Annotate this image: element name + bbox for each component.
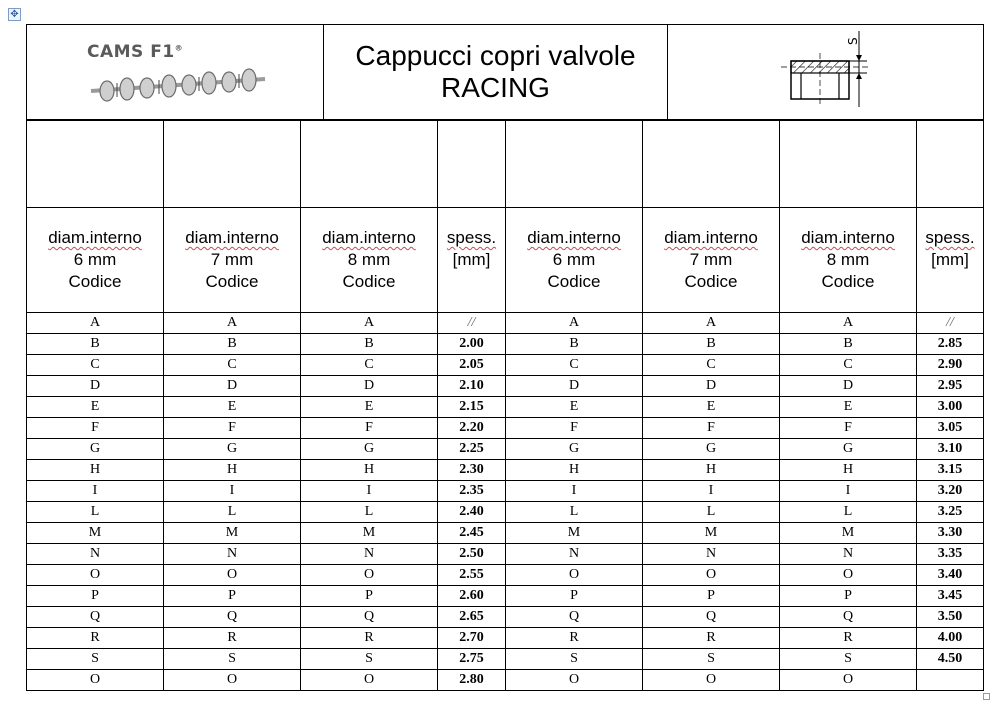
thickness-cell: 2.40 bbox=[438, 502, 506, 523]
code-cell: A bbox=[164, 313, 301, 334]
column-header-line bbox=[917, 271, 983, 293]
table-row bbox=[27, 523, 984, 544]
code-cell: L bbox=[164, 502, 301, 523]
code-cell: N bbox=[643, 544, 780, 565]
code-cell: R bbox=[164, 628, 301, 649]
code-cell: R bbox=[506, 628, 643, 649]
table-row bbox=[27, 670, 984, 691]
column-header bbox=[27, 208, 164, 313]
table-row bbox=[27, 439, 984, 460]
code-cell: F bbox=[164, 418, 301, 439]
thickness-cell: 3.50 bbox=[917, 607, 984, 628]
column-header bbox=[643, 208, 780, 313]
table-row bbox=[27, 649, 984, 670]
code-cell: L bbox=[643, 502, 780, 523]
code-cell: D bbox=[506, 376, 643, 397]
thickness-cell: 3.00 bbox=[917, 397, 984, 418]
code-cell: S bbox=[506, 649, 643, 670]
code-cell: B bbox=[164, 334, 301, 355]
table-row bbox=[27, 334, 984, 355]
code-cell: Q bbox=[164, 607, 301, 628]
column-header-line: diam.interno bbox=[322, 228, 416, 247]
code-cell: L bbox=[301, 502, 438, 523]
column-header-line: diam.interno bbox=[527, 228, 621, 247]
code-cell: E bbox=[164, 397, 301, 418]
thickness-cell: 2.20 bbox=[438, 418, 506, 439]
thickness-cell bbox=[917, 670, 984, 691]
code-cell: B bbox=[780, 334, 917, 355]
column-header-line: diam.interno bbox=[664, 228, 758, 247]
thickness-cell: 2.70 bbox=[438, 628, 506, 649]
code-cell: Q bbox=[27, 607, 164, 628]
thickness-cell: 3.40 bbox=[917, 565, 984, 586]
code-cell: M bbox=[506, 523, 643, 544]
thickness-cell: 2.35 bbox=[438, 481, 506, 502]
code-cell: N bbox=[780, 544, 917, 565]
code-cell: L bbox=[780, 502, 917, 523]
table-row bbox=[27, 607, 984, 628]
thickness-cell: 2.25 bbox=[438, 439, 506, 460]
table-row bbox=[27, 565, 984, 586]
code-cell: E bbox=[301, 397, 438, 418]
table-row bbox=[27, 313, 984, 334]
column-header-line: Codice bbox=[821, 272, 875, 291]
code-cell: C bbox=[164, 355, 301, 376]
code-cell: P bbox=[301, 586, 438, 607]
code-cell: S bbox=[164, 649, 301, 670]
code-cell: A bbox=[780, 313, 917, 334]
code-cell: R bbox=[780, 628, 917, 649]
code-cell: B bbox=[506, 334, 643, 355]
column-header-line: 7 mm bbox=[210, 250, 254, 269]
thickness-cell: 2.55 bbox=[438, 565, 506, 586]
code-cell: S bbox=[780, 649, 917, 670]
code-cell: N bbox=[27, 544, 164, 565]
code-cell: G bbox=[164, 439, 301, 460]
code-cell: S bbox=[643, 649, 780, 670]
code-cell: M bbox=[27, 523, 164, 544]
code-cell: D bbox=[27, 376, 164, 397]
code-cell: R bbox=[643, 628, 780, 649]
code-cell: G bbox=[506, 439, 643, 460]
column-header-line: 8 mm bbox=[347, 250, 391, 269]
code-cell: H bbox=[643, 460, 780, 481]
code-cell: Q bbox=[780, 607, 917, 628]
code-cell: H bbox=[301, 460, 438, 481]
code-cell: P bbox=[27, 586, 164, 607]
code-cell: D bbox=[164, 376, 301, 397]
column-header-row bbox=[27, 208, 984, 313]
column-header-line: Codice bbox=[68, 272, 122, 291]
code-cell: C bbox=[506, 355, 643, 376]
code-cell: O bbox=[27, 565, 164, 586]
code-cell: N bbox=[506, 544, 643, 565]
column-header-line: 8 mm bbox=[826, 250, 870, 269]
title-cell bbox=[324, 25, 668, 120]
code-cell: E bbox=[506, 397, 643, 418]
code-cell: P bbox=[506, 586, 643, 607]
thickness-cell: 2.80 bbox=[438, 670, 506, 691]
table-row bbox=[27, 397, 984, 418]
code-cell: F bbox=[643, 418, 780, 439]
blank-cell bbox=[917, 121, 984, 208]
thickness-cell: 2.10 bbox=[438, 376, 506, 397]
code-cell: G bbox=[301, 439, 438, 460]
code-cell: R bbox=[301, 628, 438, 649]
table-row bbox=[27, 460, 984, 481]
blank-cell bbox=[164, 121, 301, 208]
column-header bbox=[301, 208, 438, 313]
code-cell: O bbox=[301, 670, 438, 691]
thickness-cell: 2.75 bbox=[438, 649, 506, 670]
header-table bbox=[26, 24, 984, 120]
code-cell: D bbox=[301, 376, 438, 397]
thickness-cell: 3.30 bbox=[917, 523, 984, 544]
column-header-line: Codice bbox=[547, 272, 601, 291]
table-row bbox=[27, 544, 984, 565]
code-cell: D bbox=[780, 376, 917, 397]
thickness-cell: 2.65 bbox=[438, 607, 506, 628]
thickness-cell: 2.50 bbox=[438, 544, 506, 565]
column-header-line: spess. bbox=[446, 228, 497, 247]
blank-cell bbox=[438, 121, 506, 208]
code-cell: A bbox=[301, 313, 438, 334]
code-cell: M bbox=[780, 523, 917, 544]
code-cell: B bbox=[27, 334, 164, 355]
column-header-line: 7 mm bbox=[689, 250, 733, 269]
code-cell: M bbox=[643, 523, 780, 544]
valve-cap-drawing-icon bbox=[771, 27, 881, 117]
column-header-line bbox=[438, 271, 505, 293]
code-cell: A bbox=[27, 313, 164, 334]
table-row bbox=[27, 418, 984, 439]
column-header bbox=[917, 208, 984, 313]
code-cell: F bbox=[506, 418, 643, 439]
blank-cell bbox=[506, 121, 643, 208]
table-resize-handle[interactable] bbox=[983, 693, 990, 700]
table-row bbox=[27, 628, 984, 649]
code-cell: C bbox=[780, 355, 917, 376]
code-cell: A bbox=[506, 313, 643, 334]
code-cell: F bbox=[780, 418, 917, 439]
code-cell: I bbox=[301, 481, 438, 502]
code-cell: C bbox=[27, 355, 164, 376]
column-header-line: 6 mm bbox=[73, 250, 117, 269]
code-cell: G bbox=[780, 439, 917, 460]
code-cell: S bbox=[27, 649, 164, 670]
thickness-cell: // bbox=[917, 313, 984, 334]
code-cell: E bbox=[643, 397, 780, 418]
code-cell: Q bbox=[301, 607, 438, 628]
code-cell: O bbox=[27, 670, 164, 691]
thickness-cell: 3.25 bbox=[917, 502, 984, 523]
thickness-cell: 2.45 bbox=[438, 523, 506, 544]
code-cell: D bbox=[643, 376, 780, 397]
thickness-cell: 2.60 bbox=[438, 586, 506, 607]
table-row bbox=[27, 586, 984, 607]
code-cell: Q bbox=[643, 607, 780, 628]
code-cell: M bbox=[164, 523, 301, 544]
code-cell: N bbox=[301, 544, 438, 565]
thickness-cell: 3.10 bbox=[917, 439, 984, 460]
blank-cell bbox=[780, 121, 917, 208]
code-cell: N bbox=[164, 544, 301, 565]
code-cell: M bbox=[301, 523, 438, 544]
code-cell: F bbox=[27, 418, 164, 439]
column-header bbox=[164, 208, 301, 313]
code-cell: O bbox=[301, 565, 438, 586]
code-cell: L bbox=[27, 502, 164, 523]
code-cell: E bbox=[780, 397, 917, 418]
code-cell: C bbox=[301, 355, 438, 376]
code-cell: I bbox=[27, 481, 164, 502]
blank-cell bbox=[643, 121, 780, 208]
code-cell: I bbox=[643, 481, 780, 502]
code-cell: L bbox=[506, 502, 643, 523]
code-cell: O bbox=[164, 565, 301, 586]
code-cell: P bbox=[164, 586, 301, 607]
column-header bbox=[506, 208, 643, 313]
code-cell: O bbox=[643, 670, 780, 691]
brand-logo-text: CAMS F1® bbox=[87, 42, 184, 62]
column-header-line: diam.interno bbox=[48, 228, 142, 247]
code-cell: I bbox=[506, 481, 643, 502]
column-header-line: spess. bbox=[925, 228, 975, 247]
code-cell: O bbox=[643, 565, 780, 586]
thickness-cell: 3.35 bbox=[917, 544, 984, 565]
code-cell: H bbox=[27, 460, 164, 481]
table-row bbox=[27, 502, 984, 523]
code-cell: O bbox=[506, 670, 643, 691]
column-header-line: Codice bbox=[684, 272, 738, 291]
thickness-label: S bbox=[845, 37, 860, 45]
table-row bbox=[27, 376, 984, 397]
column-header-line: Codice bbox=[205, 272, 259, 291]
column-header-line: Codice bbox=[342, 272, 396, 291]
code-cell: E bbox=[27, 397, 164, 418]
table-row bbox=[27, 355, 984, 376]
thickness-cell: 3.20 bbox=[917, 481, 984, 502]
thickness-cell: 4.50 bbox=[917, 649, 984, 670]
thickness-cell: // bbox=[438, 313, 506, 334]
blank-row bbox=[27, 121, 984, 208]
code-cell: O bbox=[506, 565, 643, 586]
logo-cell bbox=[27, 25, 324, 120]
page-subtitle: RACING bbox=[441, 72, 550, 103]
code-cell: I bbox=[164, 481, 301, 502]
blank-cell bbox=[301, 121, 438, 208]
code-cell: O bbox=[780, 565, 917, 586]
column-header-line: [mm] bbox=[931, 250, 969, 269]
code-cell: B bbox=[643, 334, 780, 355]
code-cell: B bbox=[301, 334, 438, 355]
code-cell: O bbox=[780, 670, 917, 691]
drawing-cell bbox=[668, 25, 984, 120]
column-header bbox=[780, 208, 917, 313]
thickness-cell: 2.00 bbox=[438, 334, 506, 355]
code-cell: H bbox=[164, 460, 301, 481]
code-cell: S bbox=[301, 649, 438, 670]
code-cell: A bbox=[643, 313, 780, 334]
thickness-cell: 2.30 bbox=[438, 460, 506, 481]
codes-table bbox=[26, 120, 984, 691]
column-header-line: diam.interno bbox=[185, 228, 279, 247]
thickness-cell: 3.05 bbox=[917, 418, 984, 439]
code-cell: H bbox=[506, 460, 643, 481]
thickness-cell: 3.45 bbox=[917, 586, 984, 607]
thickness-cell: 4.00 bbox=[917, 628, 984, 649]
code-cell: C bbox=[643, 355, 780, 376]
blank-cell bbox=[27, 121, 164, 208]
table-row bbox=[27, 481, 984, 502]
code-cell: G bbox=[643, 439, 780, 460]
code-cell: P bbox=[643, 586, 780, 607]
code-cell: I bbox=[780, 481, 917, 502]
code-cell: H bbox=[780, 460, 917, 481]
thickness-cell: 2.85 bbox=[917, 334, 984, 355]
code-cell: R bbox=[27, 628, 164, 649]
page-title: Cappucci copri valvole bbox=[355, 40, 636, 71]
thickness-cell: 2.90 bbox=[917, 355, 984, 376]
thickness-cell: 2.15 bbox=[438, 397, 506, 418]
column-header-line: 6 mm bbox=[552, 250, 596, 269]
table-move-handle[interactable]: ✥ bbox=[8, 8, 21, 21]
code-cell: P bbox=[780, 586, 917, 607]
thickness-cell: 3.15 bbox=[917, 460, 984, 481]
thickness-cell: 2.95 bbox=[917, 376, 984, 397]
code-cell: Q bbox=[506, 607, 643, 628]
column-header-line: diam.interno bbox=[801, 228, 895, 247]
thickness-cell: 2.05 bbox=[438, 355, 506, 376]
code-cell: F bbox=[301, 418, 438, 439]
camshaft-icon bbox=[89, 63, 269, 109]
column-header bbox=[438, 208, 506, 313]
code-cell: G bbox=[27, 439, 164, 460]
column-header-line: [mm] bbox=[452, 250, 491, 269]
code-cell: O bbox=[164, 670, 301, 691]
